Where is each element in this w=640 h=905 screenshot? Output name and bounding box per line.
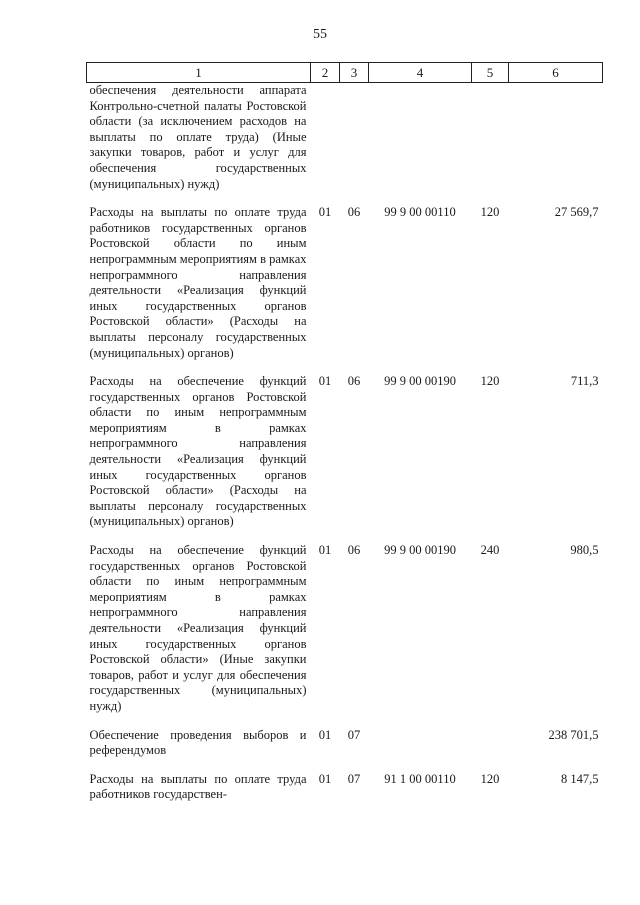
row-name: Расходы на выплаты по оплате труда работников государственных органов Ростовской области по иным непрограммным мероприятиям в рамках непрограммного направления деятельности «Реализация функций иных государственных органов Ростовской области» (Расходы на выплаты персоналу государственных (муниципальных) органов) — [89, 205, 307, 360]
page-number: 55 — [313, 27, 327, 42]
row-target: 99 9 00 00110 — [384, 205, 456, 220]
row-name: Обеспечение проведения выборов и референдумов — [89, 727, 307, 758]
row-section: 01 — [318, 727, 332, 742]
row-target — [369, 83, 472, 206]
row-subsection: 06 — [347, 205, 361, 220]
row-target: 99 9 00 00190 — [384, 374, 456, 389]
row-amount: 980,5 — [570, 543, 599, 558]
row-subsection: 06 — [347, 374, 361, 389]
row-type: 120 — [480, 771, 500, 786]
row-subsection: 07 — [347, 771, 361, 786]
row-section: 01 — [318, 374, 332, 389]
row-target — [369, 728, 472, 772]
row-amount — [509, 83, 603, 206]
header-col-1: 1 — [87, 63, 311, 83]
row-section: 01 — [318, 771, 332, 786]
row-amount: 8 147,5 — [561, 771, 599, 786]
row-section: 01 — [318, 543, 332, 558]
row-name: обеспечения деятельности аппарата Контрольно-счетной палаты Ростовской области (за исключением расходов на выплаты по оплате труда) (Иные закупки товаров, работ и услуг для обеспечения государственных (муниципальных) нужд) — [89, 83, 307, 191]
row-name: Расходы на выплаты по оплате труда работников государствен- — [89, 771, 307, 802]
row-subsection — [340, 83, 369, 206]
row-name: Расходы на обеспечение функций государственных органов Ростовской области по иным непрограммным мероприятиям в рамках непрограммного направления деятельности «Реализация функций иных государственных органов Ростовской области» (Расходы на выплаты персоналу государственных (муниципальных) органов) — [89, 374, 307, 529]
row-name: Расходы на обеспечение функций государственных органов Ростовской области по иным непрограммным мероприятиям в рамках непрограммного направления деятельности «Реализация функций иных государственных органов Ростовской области» (Иные закупки товаров, работ и услуг для обеспечения государственных (муниципальных) нужд) — [89, 543, 307, 713]
header-col-4: 4 — [369, 63, 472, 83]
table-row — [87, 772, 603, 803]
table-row — [87, 728, 603, 772]
table-row — [87, 205, 603, 374]
table-row — [87, 543, 603, 728]
row-amount: 238 701,5 — [548, 727, 599, 742]
table-row — [87, 83, 603, 206]
header-col-2: 2 — [311, 63, 340, 83]
budget-table — [86, 62, 603, 803]
header-col-5: 5 — [472, 63, 509, 83]
row-subsection: 06 — [347, 543, 361, 558]
row-type — [472, 83, 509, 206]
row-section — [311, 83, 340, 206]
row-amount: 27 569,7 — [554, 205, 599, 220]
row-amount: 711,3 — [570, 374, 599, 389]
row-section: 01 — [318, 205, 332, 220]
row-subsection: 07 — [347, 727, 361, 742]
header-col-6: 6 — [509, 63, 603, 83]
header-col-3: 3 — [340, 63, 369, 83]
row-type — [472, 728, 509, 772]
row-type: 240 — [480, 543, 500, 558]
row-target: 99 9 00 00190 — [384, 543, 456, 558]
row-type: 120 — [480, 374, 500, 389]
row-type: 120 — [480, 205, 500, 220]
table-row — [87, 374, 603, 543]
row-target: 91 1 00 00110 — [384, 771, 456, 786]
header-row — [87, 63, 603, 83]
